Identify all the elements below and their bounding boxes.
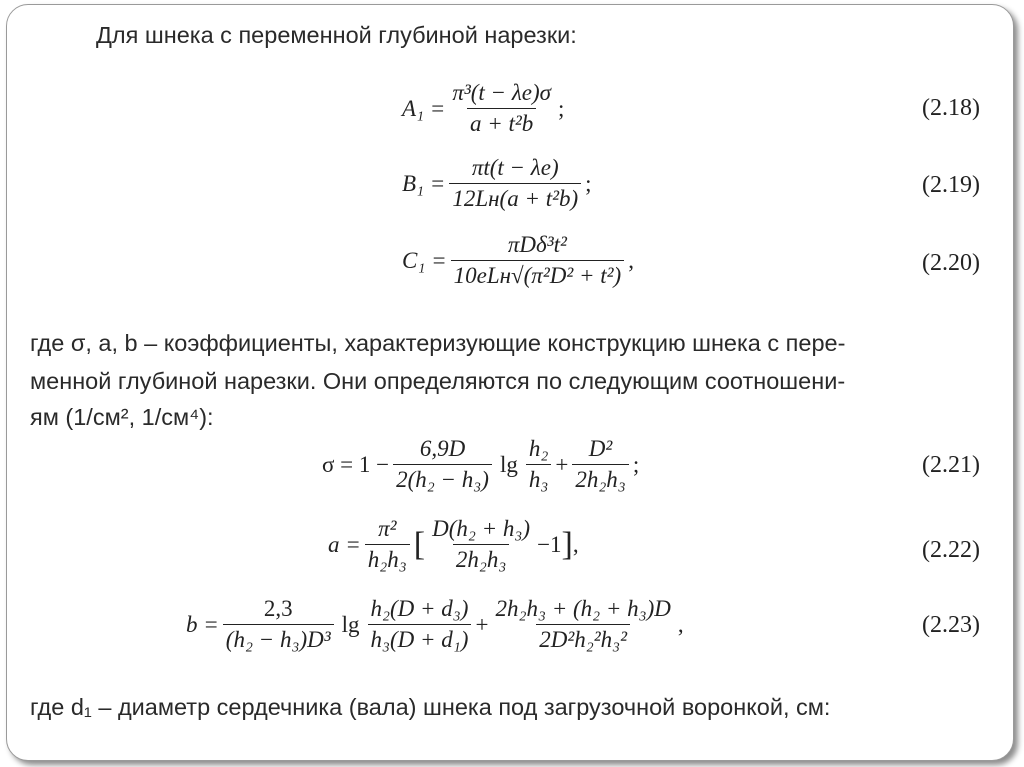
eq-2-21-lg: lg xyxy=(499,451,518,477)
eq-2-20-tail: , xyxy=(628,247,634,273)
eq-2-22-frac1-num: π² xyxy=(378,516,397,541)
equation-2-22 xyxy=(328,516,579,573)
equation-2-23 xyxy=(186,596,684,653)
eq-2-21-frac1-num: 6,9D xyxy=(419,436,466,461)
eq-2-22-lhs: a = xyxy=(328,531,361,557)
eq-2-18-tail: ; xyxy=(558,95,565,121)
equation-2-19 xyxy=(402,155,592,212)
eq-2-22-minus: −1 xyxy=(537,531,562,557)
paragraph-line-3: ям (1/см², 1/см⁴): xyxy=(30,404,214,430)
eq-2-18-denominator: a + t²b xyxy=(467,108,536,137)
eq-2-23-tail: , xyxy=(677,611,684,637)
eq-2-21-frac2-num: h₂ xyxy=(528,436,549,461)
eq-number-2-19: (2.19) xyxy=(922,172,980,198)
eq-2-21-frac2-den: h₃ xyxy=(526,464,552,493)
footer-text: где d₁ – диаметр сердечника (вала) шнека под загрузочной воронкой, см: xyxy=(30,694,831,720)
eq-2-22-tail: , xyxy=(572,531,579,557)
eq-2-20-denominator: 10eLн√(π²D² + t²) xyxy=(451,260,625,289)
heading-text: Для шнека с переменной глубиной нарезки: xyxy=(96,22,577,48)
eq-2-23-frac1-den: (h₂ − h₃)D³ xyxy=(223,624,334,653)
eq-2-22-frac1-den: h₂h₃ xyxy=(365,544,410,573)
equation-2-21 xyxy=(322,436,639,493)
eq-2-22-inner-num: D(h₂ + h₃) xyxy=(432,516,531,541)
eq-number-2-18: (2.18) xyxy=(922,95,980,121)
eq-number-2-21: (2.21) xyxy=(922,452,980,478)
eq-2-18-lhs: A₁ = xyxy=(402,95,446,121)
eq-number-2-23: (2.23) xyxy=(922,612,980,638)
eq-2-21-frac1-den: 2(h₂ − h₃) xyxy=(393,464,492,493)
eq-2-21-plus: + xyxy=(555,451,569,477)
eq-2-23-frac3-num: 2h₂h₃ + (h₂ + h₃)D xyxy=(495,596,671,621)
eq-number-2-20: (2.20) xyxy=(922,250,980,276)
eq-2-19-tail: ; xyxy=(585,170,592,196)
eq-2-23-frac2-den: h₃(D + d₁) xyxy=(368,624,472,653)
eq-2-19-numerator: πt(t − λe) xyxy=(471,155,559,180)
eq-2-19-lhs: B₁ = xyxy=(402,170,446,196)
right-bracket-icon: ] xyxy=(561,525,573,563)
eq-2-23-frac1-num: 2,3 xyxy=(263,596,293,621)
equation-2-20 xyxy=(402,232,634,289)
eq-2-21-frac3-num: D² xyxy=(588,436,613,461)
paragraph-line-1: где σ, a, b – коэффициенты, характеризующие конструкцию шнека с пере- xyxy=(30,330,846,356)
equation-2-18 xyxy=(402,80,564,137)
eq-2-23-lhs: b = xyxy=(186,611,219,637)
eq-number-2-22: (2.22) xyxy=(922,537,980,563)
eq-2-19-denominator: 12Lн(a + t²b) xyxy=(449,183,581,212)
eq-2-21-lhs: σ = 1 − xyxy=(322,451,390,477)
paragraph-line-2: менной глубиной нарезки. Они определяются по следующим соотношени- xyxy=(30,368,846,394)
eq-2-23-frac3-den: 2D²h₂²h₃² xyxy=(536,624,630,653)
eq-2-20-numerator: πDδ³t² xyxy=(507,232,567,257)
left-bracket-icon: [ xyxy=(413,525,426,563)
eq-2-22-inner-den: 2h₂h₃ xyxy=(453,544,510,573)
eq-2-23-lg: lg xyxy=(341,611,360,637)
eq-2-21-frac3-den: 2h₂h₃ xyxy=(572,464,629,493)
eq-2-23-frac2-num: h₂(D + d₃) xyxy=(370,596,469,621)
eq-2-20-lhs: C₁ = xyxy=(402,247,447,273)
eq-2-18-numerator: π³(t − λe)σ xyxy=(452,80,551,105)
eq-2-23-plus: + xyxy=(475,611,489,637)
eq-2-21-tail: ; xyxy=(632,451,640,477)
